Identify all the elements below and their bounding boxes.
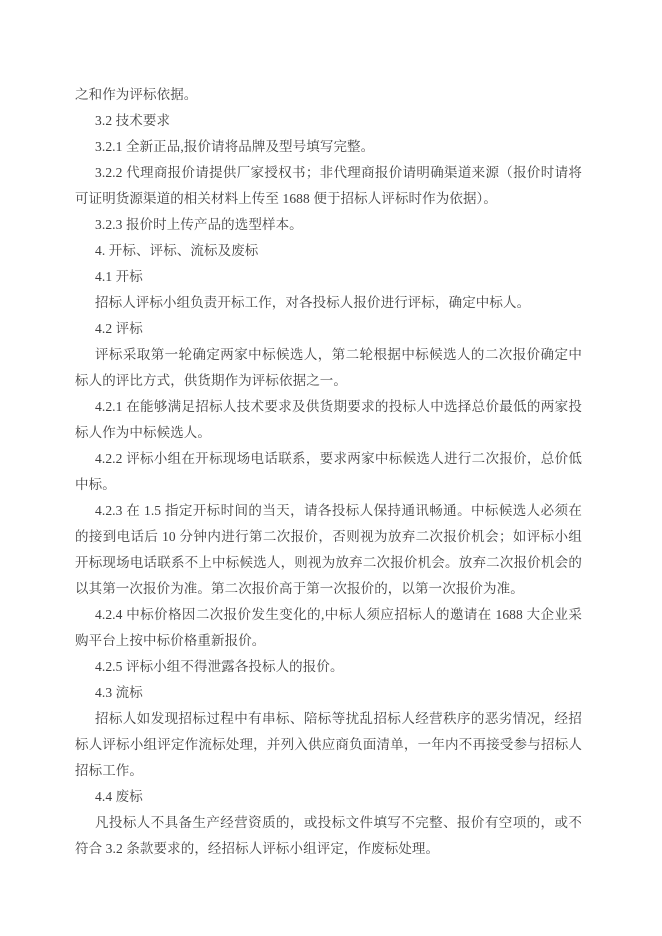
heading-4: 4. 开标、评标、流标及废标 bbox=[95, 243, 259, 258]
paragraph-4-2-2: 4.2.2 评标小组在开标现场电话联系，要求两家中标候选人进行二次报价，总价低中标。 bbox=[75, 451, 582, 492]
paragraph-continuation: 之和作为评标依据。 bbox=[75, 87, 198, 102]
paragraph-4-2-4: 4.2.4 中标价格因二次报价发生变化的,中标人须应招标人的邀请在 1688 大企业采购平台上按中标价格重新报价。 bbox=[75, 607, 582, 648]
heading-3-2: 3.2 技术要求 bbox=[95, 113, 171, 128]
heading-4-2: 4.2 评标 bbox=[95, 321, 143, 336]
paragraph-4-2-body: 评标采取第一轮确定两家中标候选人，第二轮根据中标候选人的二次报价确定中标人的评比方式，供货期作为评标依据之一。 bbox=[75, 347, 582, 388]
paragraph-3-2-1: 3.2.1 全新正品,报价请将品牌及型号填写完整。 bbox=[95, 139, 375, 154]
paragraph-4-2-3: 4.2.3 在 1.5 指定开标时间的当天，请各投标人保持通讯畅通。中标候选人必须在的接到电话后 10 分钟内进行第二次报价，否则视为放弃二次报价机会；如评标小组开标现场电话联系不上中标候选人，则视为放弃二次报价机会。放弃二次报价机会的以其第一次报价为准。第二次报价高于第一次报价的，以第一次报价为准。 bbox=[75, 503, 582, 596]
paragraph-4-1-body: 招标人评标小组负责开标工作，对各投标人报价进行评标，确定中标人。 bbox=[95, 295, 531, 310]
paragraph-3-2-2: 3.2.2 代理商报价请提供厂家授权书；非代理商报价请明确渠道来源（报价时请将可证明货源渠道的相关材料上传至 1688 便于招标人评标时作为依据）。 bbox=[75, 165, 582, 206]
document-body bbox=[75, 82, 582, 862]
paragraph-4-2-1: 4.2.1 在能够满足招标人技术要求及供货期要求的投标人中选择总价最低的两家投标人作为中标候选人。 bbox=[75, 399, 582, 440]
paragraph-4-4-body: 凡投标人不具备生产经营资质的，或投标文件填写不完整、报价有空项的，或不符合 3.2 条款要求的，经招标人评标小组评定，作废标处理。 bbox=[75, 815, 582, 856]
paragraph-3-2-3: 3.2.3 报价时上传产品的选型样本。 bbox=[95, 217, 303, 232]
heading-4-4: 4.4 废标 bbox=[95, 789, 143, 804]
paragraph-4-2-5: 4.2.5 评标小组不得泄露各投标人的报价。 bbox=[95, 659, 344, 674]
heading-4-1: 4.1 开标 bbox=[95, 269, 143, 284]
paragraph-4-3-body: 招标人如发现招标过程中有串标、陪标等扰乱招标人经营秩序的恶劣情况，经招标人评标小组评定作流标处理，并列入供应商负面清单，一年内不再接受参与招标人招标工作。 bbox=[75, 711, 582, 778]
heading-4-3: 4.3 流标 bbox=[95, 685, 143, 700]
